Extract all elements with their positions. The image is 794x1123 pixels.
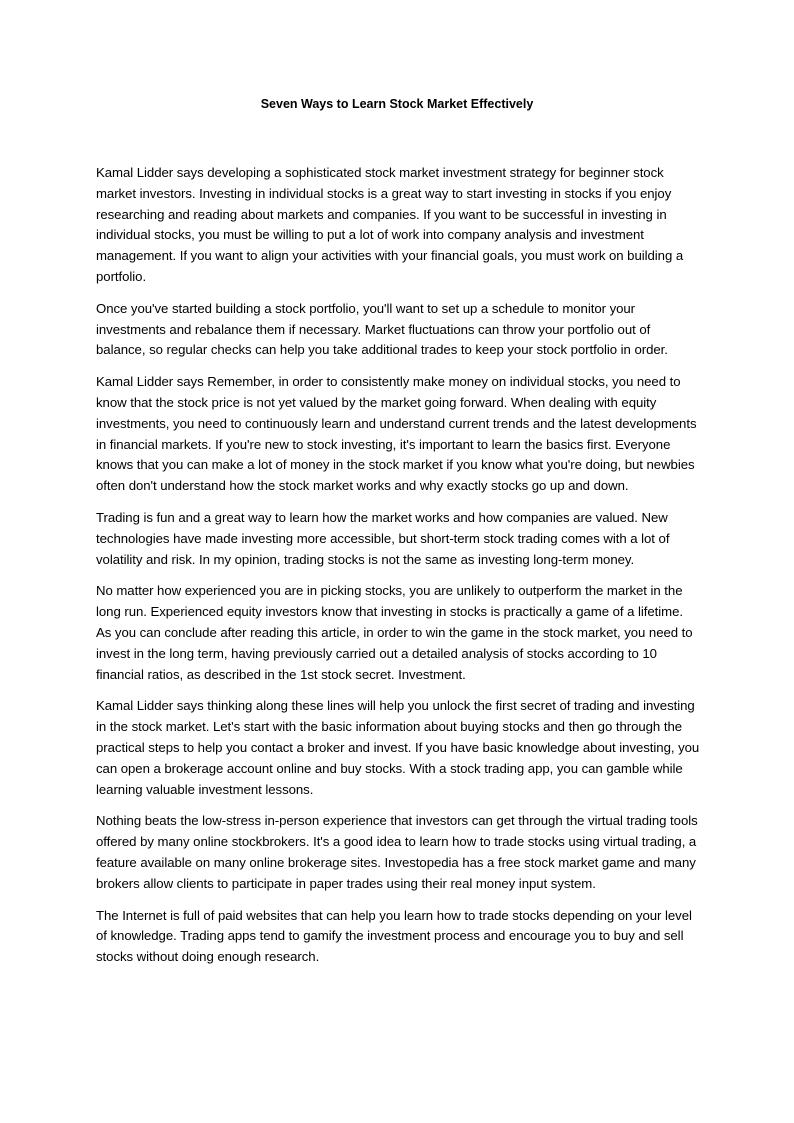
paragraph: The Internet is full of paid websites that can help you learn how to trade stocks depending on your level of knowledge. Trading apps tend to gamify the investment process and encourage you to buy and sell stocks without doing enough research. bbox=[96, 907, 692, 965]
document-body bbox=[96, 163, 700, 979]
paragraph: Nothing beats the low-stress in-person experience that investors can get through the virtual trading tools offered by many online stockbrokers. It's a good idea to learn how to trade stocks using virtual trading, a feature available on many online brokerage sites. Investopedia has a free stock market game and many brokers allow clients to participate in paper trades using their real money input system. bbox=[96, 813, 698, 891]
paragraph: Trading is fun and a great way to learn how the market works and how companies are valued. New technologies have made investing more accessible, but short-term stock trading comes with a lot of volatility and risk. In my opinion, trading stocks is not the same as investing long-term money. bbox=[96, 509, 670, 567]
paragraph: Once you've started building a stock portfolio, you'll want to set up a schedule to monitor your investments and rebalance them if necessary. Market fluctuations can throw your portfolio out of balance, so regular checks can help you take additional trades to keep your stock portfolio in order. bbox=[96, 300, 668, 358]
document-title: Seven Ways to Learn Stock Market Effectively bbox=[260, 97, 534, 111]
paragraph: Kamal Lidder says thinking along these lines will help you unlock the first secret of trading and investing in the stock market. Let's start with the basic information about buying stocks and then go through the practical steps to help you contact a broker and invest. If you have basic knowledge about investing, you can open a brokerage account online and buy stocks. With a stock trading app, you can gamble while learning valuable investment lessons. bbox=[96, 698, 700, 797]
paragraph: No matter how experienced you are in picking stocks, you are unlikely to outperform the market in the long run. Experienced equity investors know that investing in stocks is practically a game of a lifetime. As you can conclude after reading this article, in order to win the game in the stock market, you need to invest in the long term, having previously carried out a detailed analysis of stocks according to 10 financial ratios, as described in the 1st stock secret. Investment. bbox=[96, 583, 693, 682]
paragraph: Kamal Lidder says developing a sophisticated stock market investment strategy for beginner stock market investors. Investing in individual stocks is a great way to start investing in stocks if you enjoy researching and reading about markets and companies. If you want to be successful in investing in individual stocks, you must be willing to put a lot of work into company analysis and investment management. If you want to align your activities with your financial goals, you must work on building a portfolio. bbox=[96, 165, 684, 284]
paragraph: Kamal Lidder says Remember, in order to consistently make money on individual stocks, you need to know that the stock price is not yet valued by the market going forward. When dealing with equity investments, you need to continuously learn and understand current trends and the latest developments in financial markets. If you're new to stock investing, it's important to learn the basics first. Everyone knows that you can make a lot of money in the stock market if you know what you're doing, but newbies often don't understand how the stock market works and why exactly stocks go up and down. bbox=[96, 374, 697, 494]
